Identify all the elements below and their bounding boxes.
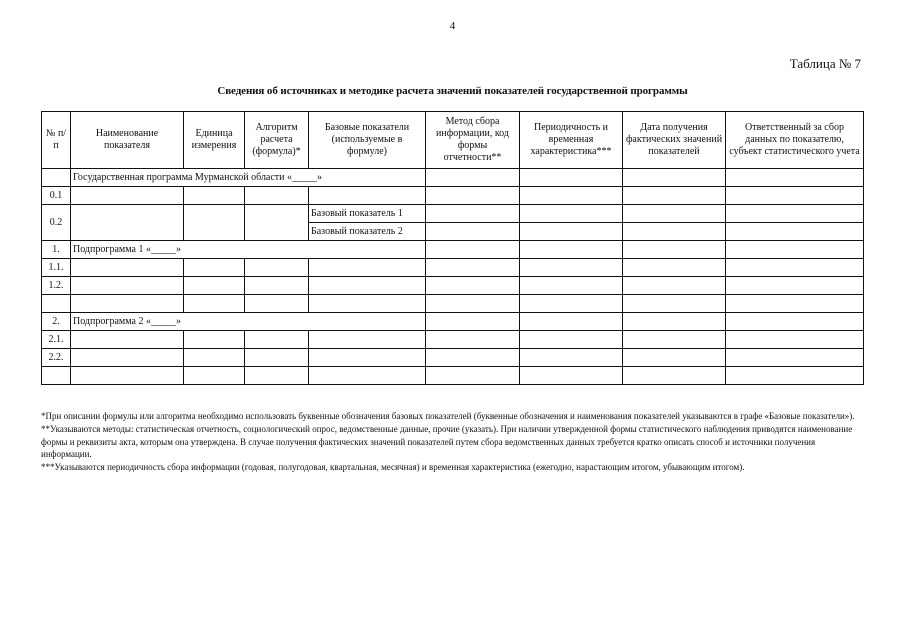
table-cell (520, 367, 623, 385)
row-number: 2.1. (42, 331, 71, 349)
table-cell (726, 331, 864, 349)
table-row (42, 169, 864, 187)
table-cell (71, 259, 184, 277)
header-algorithm: Алгоритм расчета (формула)* (245, 112, 309, 169)
table-cell (726, 367, 864, 385)
table-cell (623, 259, 726, 277)
table-cell (726, 259, 864, 277)
table-cell (309, 331, 426, 349)
table-cell (520, 205, 623, 223)
table-cell (726, 241, 864, 259)
table-cell (71, 295, 184, 313)
table-cell (245, 205, 309, 241)
table-row (42, 205, 864, 223)
table-cell (245, 277, 309, 295)
table-cell (426, 259, 520, 277)
footnote-periodicity: ***Указываются периодичность сбора информации (годовая, полугодовая, квартальная, месячная) и временная характеристика (ежегодно, нарастающим итогом, убывающим итогом). (41, 462, 745, 473)
table-cell (520, 241, 623, 259)
table-cell (245, 187, 309, 205)
table-cell (623, 187, 726, 205)
header-receipt-date: Дата получения фактических значений показателей (623, 112, 726, 169)
table-cell (520, 259, 623, 277)
table-cell (426, 223, 520, 241)
table-cell (426, 313, 520, 331)
page-number: 4 (449, 20, 456, 32)
row-number: 0.1 (42, 187, 71, 205)
table-row (42, 187, 864, 205)
table-cell (726, 187, 864, 205)
table-cell (520, 277, 623, 295)
table-cell (426, 349, 520, 367)
table-cell (426, 241, 520, 259)
table-cell (309, 277, 426, 295)
table-row (42, 367, 864, 385)
header-periodicity: Периодичность и временная характеристика*** (520, 112, 623, 169)
table-cell (245, 259, 309, 277)
table-cell (245, 367, 309, 385)
row-number: 2.2. (42, 349, 71, 367)
table-cell (184, 187, 245, 205)
table-cell (623, 223, 726, 241)
table-row (42, 331, 864, 349)
table-cell (309, 367, 426, 385)
table-cell (309, 349, 426, 367)
table-cell (726, 205, 864, 223)
table-cell (426, 277, 520, 295)
table-cell (309, 187, 426, 205)
footnote-formula: *При описании формулы или алгоритма необходимо использовать буквенные обозначения базовых показателей (буквенные обозначения и наименования показателей указываются в графе «Базовые показатели»). (41, 411, 855, 421)
table-cell (184, 367, 245, 385)
table-cell (426, 169, 520, 187)
table-cell (623, 277, 726, 295)
row-number: 0.2 (42, 205, 71, 241)
table-row (42, 313, 864, 331)
table-cell (726, 313, 864, 331)
table-label: Таблица № 7 (789, 56, 861, 71)
table-cell (623, 169, 726, 187)
table-cell (42, 295, 71, 313)
table-cell (623, 205, 726, 223)
table-cell (42, 169, 71, 187)
table-cell (520, 331, 623, 349)
table-cell (623, 349, 726, 367)
table-cell (623, 367, 726, 385)
table-cell (520, 169, 623, 187)
row-number: 2. (42, 313, 71, 331)
header-base-indicators: Базовые показатели (используемые в формуле) (309, 112, 426, 169)
table-row (42, 241, 864, 259)
table-cell (426, 331, 520, 349)
table-cell (726, 223, 864, 241)
table-cell (71, 367, 184, 385)
table-cell (426, 187, 520, 205)
header-unit: Единица измерения (184, 112, 245, 169)
table-cell (426, 295, 520, 313)
table-cell (245, 295, 309, 313)
table-cell (426, 205, 520, 223)
table-cell (71, 331, 184, 349)
table-cell (520, 313, 623, 331)
table-cell (245, 331, 309, 349)
table-cell (726, 349, 864, 367)
footnotes (41, 410, 863, 474)
table-cell (520, 187, 623, 205)
header-responsible: Ответственный за сбор данных по показателю, субъект статистического учета (726, 112, 864, 169)
table-cell (309, 259, 426, 277)
table-cell (71, 187, 184, 205)
table-cell (184, 259, 245, 277)
table-cell (245, 349, 309, 367)
table-cell (184, 277, 245, 295)
table-row (42, 277, 864, 295)
table-cell (184, 295, 245, 313)
table-cell (71, 349, 184, 367)
table-cell (71, 277, 184, 295)
table-cell (623, 331, 726, 349)
base-indicator-2: Базовый показатель 2 (309, 223, 426, 241)
table-cell (623, 241, 726, 259)
base-indicator-1: Базовый показатель 1 (309, 205, 426, 223)
document-title: Сведения об источниках и методике расчета значений показателей государственной программы (217, 85, 688, 97)
indicators-table (41, 111, 864, 385)
table-cell (520, 349, 623, 367)
table-cell (184, 331, 245, 349)
table-cell (184, 205, 245, 241)
table-cell (726, 169, 864, 187)
table-cell (520, 223, 623, 241)
program-title: Государственная программа Мурманской области «_____» (71, 169, 426, 187)
subprogram-2-title: Подпрограмма 2 «_____» (71, 313, 426, 331)
table-cell (42, 367, 71, 385)
table-cell (184, 349, 245, 367)
table-cell (726, 277, 864, 295)
header-number: № п/п (42, 112, 71, 169)
row-number: 1.1. (42, 259, 71, 277)
table-row (42, 259, 864, 277)
table-cell (623, 313, 726, 331)
footnote-methods: **Указываются методы: статистическая отчетность, социологический опрос, ведомственные данные, прочие (указать). При наличии утвержденной формы статистического наблюдения приводятся наименование формы и реквизиты акта, которым она утверждена. В случае получения фактических значений показателей путем сбора ведомственных данных требуется кратко описать способ и источники получения информации. (41, 423, 853, 460)
table-cell (726, 295, 864, 313)
header-collection-method: Метод сбора информации, код формы отчетности** (426, 112, 520, 169)
subprogram-1-title: Подпрограмма 1 «_____» (71, 241, 426, 259)
row-number: 1. (42, 241, 71, 259)
header-row (42, 112, 864, 169)
table-cell (520, 295, 623, 313)
row-number: 1.2. (42, 277, 71, 295)
table-row (42, 349, 864, 367)
table-row (42, 295, 864, 313)
table-cell (623, 295, 726, 313)
header-indicator-name: Наименование показателя (71, 112, 184, 169)
table-cell (71, 205, 184, 241)
table-cell (309, 295, 426, 313)
table-cell (426, 367, 520, 385)
